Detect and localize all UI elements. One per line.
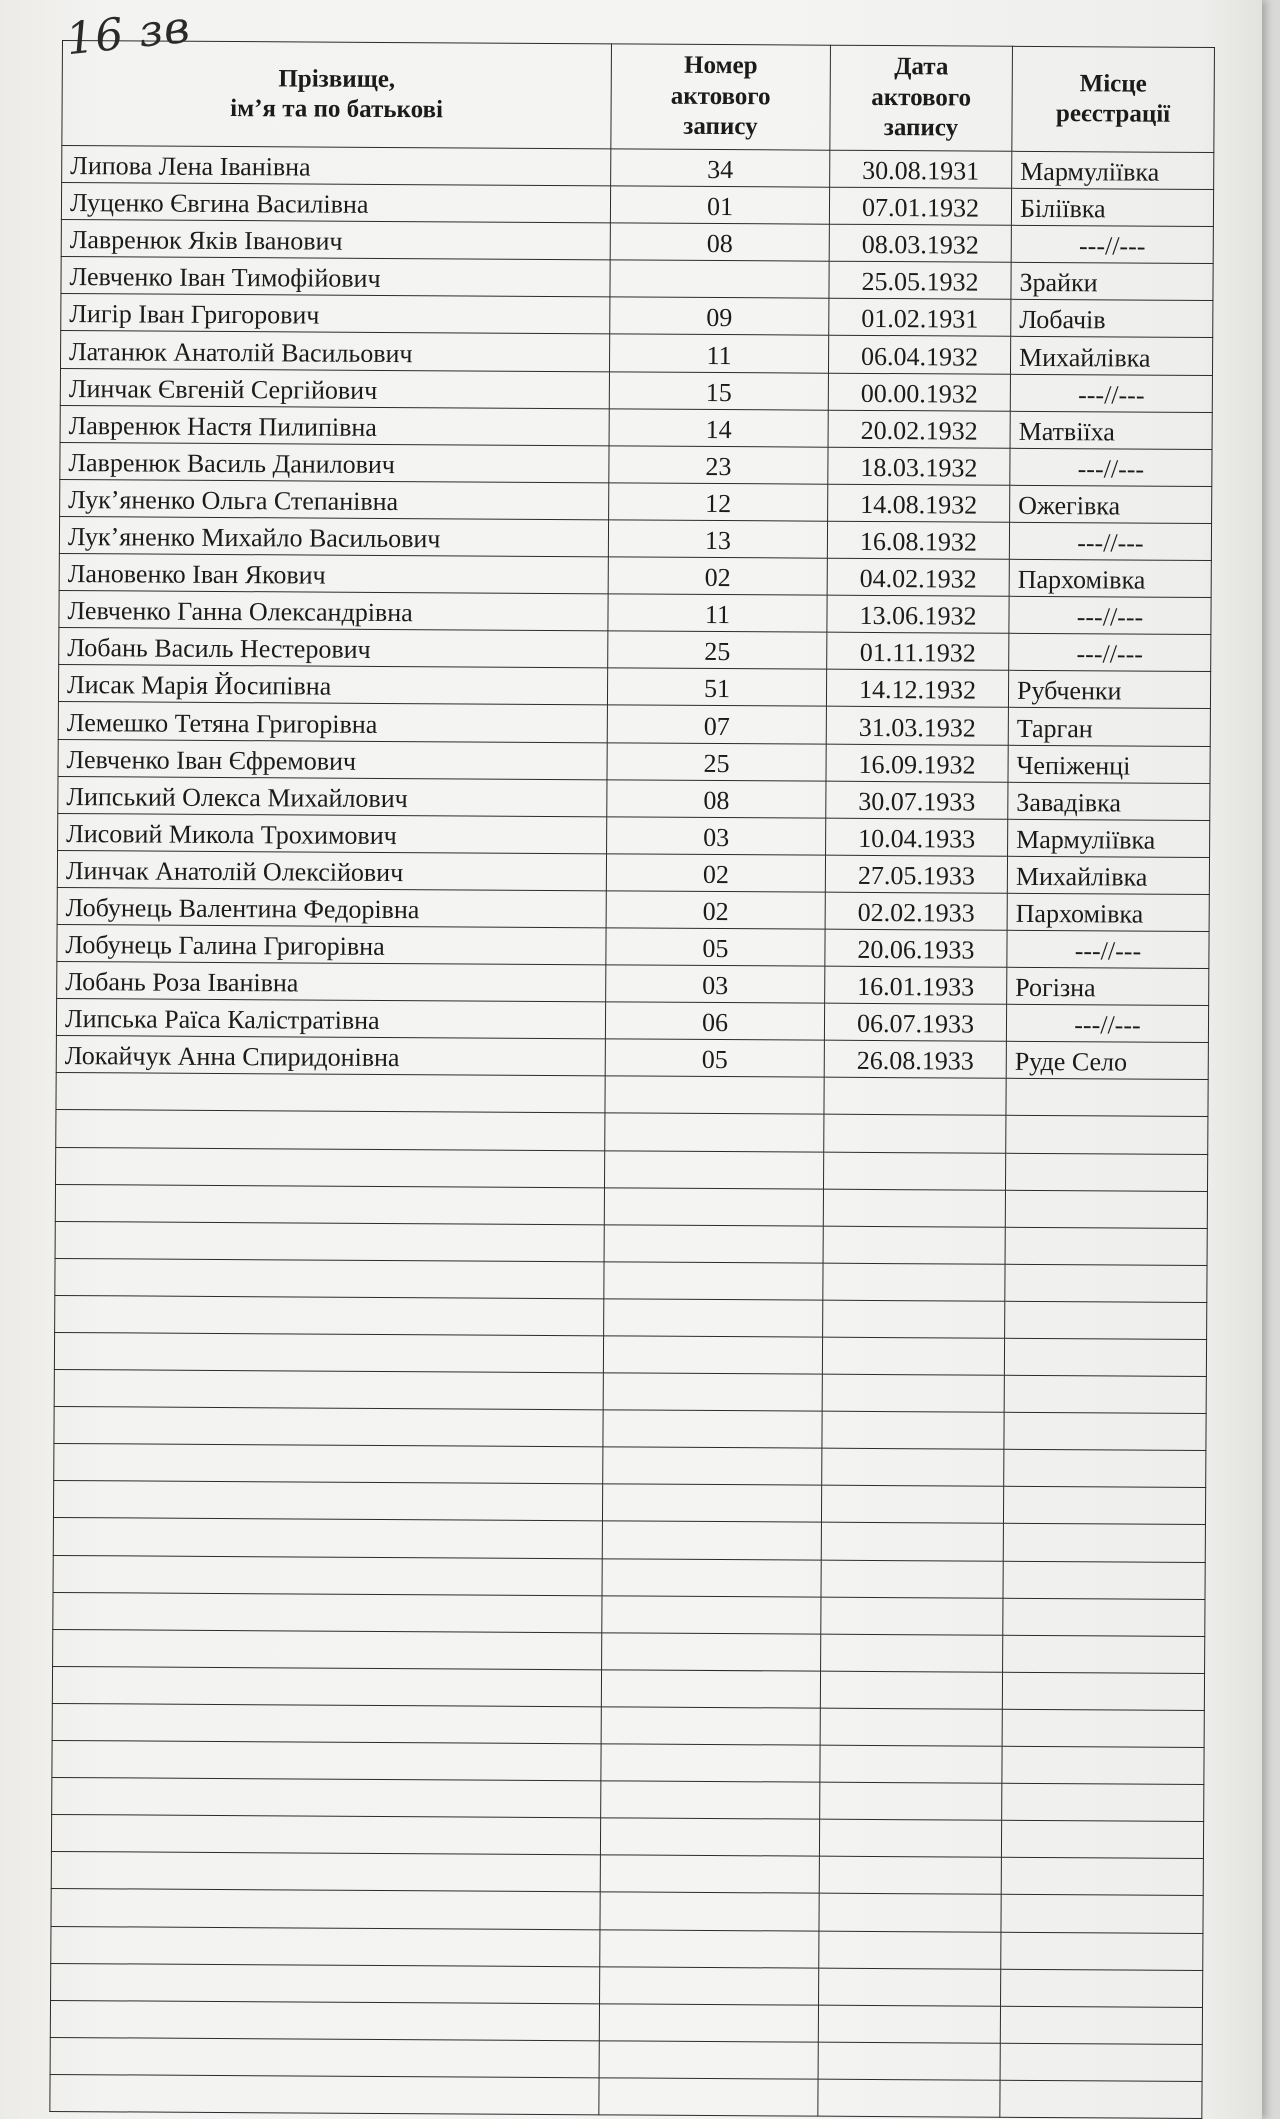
record-number-cell: 02 — [608, 557, 827, 595]
person-name-cell: Луценко Євгина Василівна — [61, 183, 610, 223]
registration-place-cell: ---//--- — [1006, 1004, 1208, 1042]
empty-cell — [604, 1299, 823, 1337]
record-date-cell: 16.01.1933 — [825, 966, 1007, 1004]
record-date-cell: 16.09.1932 — [826, 744, 1008, 782]
empty-cell — [599, 2004, 818, 2042]
record-number-cell: 03 — [607, 817, 826, 855]
empty-cell — [818, 2042, 1000, 2080]
empty-cell — [602, 1521, 821, 1559]
page-number: 16 зв — [63, 1, 193, 66]
record-number-cell: 03 — [606, 965, 825, 1003]
empty-cell — [604, 1187, 823, 1225]
record-number-cell: 14 — [609, 409, 828, 447]
empty-cell — [51, 1889, 600, 1929]
empty-cell — [819, 1856, 1001, 1894]
empty-cell — [603, 1336, 822, 1374]
registration-place-cell: Рогізна — [1007, 967, 1209, 1005]
person-name-cell: Липова Лена Іванівна — [62, 146, 611, 186]
empty-cell — [818, 2079, 1000, 2117]
empty-cell — [1001, 1932, 1203, 1970]
record-date-cell: 04.02.1932 — [827, 558, 1009, 596]
record-date-cell: 25.05.1932 — [829, 261, 1011, 299]
empty-cell — [1003, 1598, 1205, 1636]
empty-cell — [605, 1150, 824, 1188]
empty-cell — [601, 1744, 820, 1782]
empty-cell — [822, 1337, 1004, 1375]
empty-cell — [51, 1926, 600, 1966]
empty-cell — [604, 1225, 823, 1263]
person-name-cell: Левченко Ганна Олександрівна — [59, 591, 608, 631]
person-name-cell: Левченко Іван Тимофійович — [61, 257, 610, 297]
empty-cell — [602, 1595, 821, 1633]
registration-place-cell: Михайлівка — [1007, 856, 1209, 894]
empty-cell — [824, 1078, 1006, 1116]
empty-cell — [54, 1407, 603, 1447]
record-number-cell: 08 — [610, 223, 829, 261]
empty-cell — [820, 1671, 1002, 1709]
empty-cell — [819, 1894, 1001, 1932]
person-name-cell: Лобань Роза Іванівна — [57, 962, 606, 1002]
record-date-cell: 26.08.1933 — [824, 1040, 1006, 1078]
empty-cell — [605, 1113, 824, 1151]
empty-cell — [50, 2037, 599, 2077]
record-date-cell: 18.03.1932 — [828, 447, 1010, 485]
empty-cell — [1000, 2006, 1202, 2044]
empty-cell — [823, 1263, 1005, 1301]
empty-cell — [1002, 1746, 1204, 1784]
empty-cell — [1006, 1116, 1208, 1154]
record-date-cell: 06.04.1932 — [828, 336, 1010, 374]
empty-cell — [1004, 1450, 1206, 1488]
record-number-cell: 01 — [610, 186, 829, 224]
empty-cell — [1002, 1783, 1204, 1821]
empty-cell — [1002, 1672, 1204, 1710]
empty-cell — [1000, 2043, 1202, 2081]
header-name: Прізвище, ім’я та по батькові — [62, 41, 612, 149]
person-name-cell: Лисовий Микола Трохимович — [58, 813, 607, 853]
empty-cell — [1004, 1412, 1206, 1450]
record-date-cell: 31.03.1932 — [826, 707, 1008, 745]
record-date-cell: 10.04.1933 — [826, 818, 1008, 856]
person-name-cell: Латанюк Анатолій Васильович — [60, 331, 609, 371]
empty-cell — [54, 1332, 603, 1372]
empty-cell — [819, 1931, 1001, 1969]
registration-place-cell: Біліївка — [1011, 188, 1213, 226]
record-number-cell: 23 — [609, 446, 828, 484]
empty-cell — [600, 1966, 819, 2004]
registration-place-cell: Чепіженці — [1008, 745, 1210, 783]
empty-cell — [52, 1778, 601, 1818]
empty-cell — [54, 1370, 603, 1410]
record-number-cell — [610, 260, 829, 298]
empty-cell — [603, 1447, 822, 1485]
empty-cell — [823, 1152, 1005, 1190]
person-name-cell: Лобунець Галина Григорівна — [57, 924, 606, 964]
empty-cell — [1005, 1264, 1207, 1302]
empty-cell — [1002, 1709, 1204, 1747]
empty-table-row — [50, 2074, 1202, 2118]
empty-cell — [601, 1670, 820, 1708]
empty-cell — [821, 1560, 1003, 1598]
person-name-cell: Лобань Василь Нестерович — [59, 628, 608, 668]
header-registration-place: Місце реєстрації — [1012, 46, 1215, 152]
empty-cell — [822, 1374, 1004, 1412]
empty-cell — [819, 1819, 1001, 1857]
empty-cell — [52, 1666, 601, 1706]
empty-cell — [602, 1558, 821, 1596]
record-date-cell: 27.05.1933 — [825, 855, 1007, 893]
person-name-cell: Левченко Іван Єфремович — [58, 739, 607, 779]
empty-cell — [50, 2074, 599, 2114]
empty-cell — [823, 1300, 1005, 1338]
empty-cell — [1006, 1079, 1208, 1117]
empty-cell — [1004, 1338, 1206, 1376]
registration-place-cell: ---//--- — [1007, 930, 1209, 968]
empty-cell — [601, 1707, 820, 1745]
registration-place-cell: Пархомівка — [1009, 559, 1211, 597]
empty-cell — [602, 1633, 821, 1671]
empty-cell — [55, 1295, 604, 1335]
empty-cell — [55, 1184, 604, 1224]
record-number-cell: 02 — [606, 891, 825, 929]
empty-cell — [53, 1518, 602, 1558]
registration-place-cell: ---//--- — [1010, 374, 1212, 412]
empty-cell — [1001, 1895, 1203, 1933]
empty-cell — [53, 1592, 602, 1632]
empty-cell — [1004, 1375, 1206, 1413]
empty-cell — [1001, 1858, 1203, 1896]
registration-place-cell: ---//--- — [1009, 634, 1211, 672]
empty-cell — [51, 1963, 600, 2003]
registration-place-cell: Завадівка — [1008, 782, 1210, 820]
empty-cell — [819, 1968, 1001, 2006]
record-number-cell: 09 — [610, 297, 829, 335]
record-date-cell: 13.06.1932 — [827, 595, 1009, 633]
record-date-cell: 20.02.1932 — [828, 410, 1010, 448]
record-number-cell: 05 — [605, 1039, 824, 1077]
record-date-cell: 30.08.1931 — [830, 150, 1012, 188]
empty-cell — [1005, 1301, 1207, 1339]
empty-cell — [1001, 1969, 1203, 2007]
empty-cell — [821, 1597, 1003, 1635]
person-name-cell: Лисак Марія Йосипівна — [58, 665, 607, 705]
empty-cell — [821, 1486, 1003, 1524]
record-date-cell: 08.03.1932 — [829, 224, 1011, 262]
record-date-cell: 16.08.1932 — [827, 521, 1009, 559]
record-date-cell: 01.02.1931 — [829, 299, 1011, 337]
registration-place-cell: Зрайки — [1011, 263, 1213, 301]
empty-cell — [818, 2005, 1000, 2043]
registration-place-cell: Мармуліївка — [1012, 151, 1214, 189]
person-name-cell: Линчак Анатолій Олексійович — [57, 850, 606, 890]
registration-place-cell: Руде Село — [1006, 1042, 1208, 1080]
register-table — [49, 40, 1215, 2119]
record-date-cell: 02.02.1933 — [825, 892, 1007, 930]
registration-place-cell: Мармуліївка — [1008, 819, 1210, 857]
empty-cell — [51, 1815, 600, 1855]
record-number-cell: 07 — [607, 705, 826, 743]
person-name-cell: Липський Олекса Михайлович — [58, 776, 607, 816]
record-number-cell: 13 — [608, 520, 827, 558]
empty-cell — [1003, 1487, 1205, 1525]
empty-cell — [55, 1221, 604, 1261]
registration-place-cell: Ожегівка — [1010, 485, 1212, 523]
record-number-cell: 12 — [609, 483, 828, 521]
empty-cell — [822, 1448, 1004, 1486]
empty-cell — [600, 1818, 819, 1856]
empty-cell — [824, 1115, 1006, 1153]
empty-cell — [1001, 1820, 1203, 1858]
header-row — [62, 41, 1215, 153]
record-date-cell: 30.07.1933 — [826, 781, 1008, 819]
empty-cell — [51, 1852, 600, 1892]
person-name-cell: Лук’яненко Ольга Степанівна — [60, 479, 609, 519]
person-name-cell: Лемешко Тетяна Григорівна — [58, 702, 607, 742]
empty-cell — [50, 2000, 599, 2040]
empty-cell — [605, 1076, 824, 1114]
registration-place-cell: Рубченки — [1008, 671, 1210, 709]
record-number-cell: 51 — [607, 668, 826, 706]
empty-cell — [822, 1411, 1004, 1449]
empty-cell — [821, 1523, 1003, 1561]
empty-cell — [821, 1634, 1003, 1672]
header-record-number: Номер актового запису — [611, 44, 831, 150]
person-name-cell: Локайчук Анна Спиридонівна — [56, 1036, 605, 1076]
record-number-cell: 25 — [608, 631, 827, 669]
registration-place-cell: ---//--- — [1009, 596, 1211, 634]
record-date-cell: 06.07.1933 — [824, 1003, 1006, 1041]
person-name-cell: Лавренюк Настя Пилипівна — [60, 405, 609, 445]
empty-cell — [600, 1855, 819, 1893]
registration-place-cell: Тарган — [1008, 708, 1210, 746]
record-date-cell: 14.08.1932 — [828, 484, 1010, 522]
empty-cell — [600, 1929, 819, 1967]
empty-cell — [603, 1373, 822, 1411]
empty-cell — [56, 1147, 605, 1187]
record-number-cell: 05 — [606, 928, 825, 966]
record-date-cell: 00.00.1932 — [828, 373, 1010, 411]
empty-cell — [599, 2041, 818, 2079]
empty-cell — [1000, 2080, 1202, 2118]
person-name-cell: Липська Раїса Калістратівна — [56, 999, 605, 1039]
empty-cell — [599, 2078, 818, 2116]
registration-place-cell: ---//--- — [1009, 522, 1211, 560]
empty-cell — [602, 1484, 821, 1522]
record-date-cell: 01.11.1932 — [827, 632, 1009, 670]
empty-cell — [56, 1110, 605, 1150]
registration-place-cell: ---//--- — [1011, 225, 1213, 263]
record-number-cell: 08 — [607, 779, 826, 817]
registration-place-cell: Михайлівка — [1010, 337, 1212, 375]
person-name-cell: Линчак Євгеній Сергійович — [60, 368, 609, 408]
empty-cell — [54, 1444, 603, 1484]
registration-place-cell: ---//--- — [1010, 448, 1212, 486]
empty-cell — [1005, 1190, 1207, 1228]
person-name-cell: Лук’яненко Михайло Васильович — [59, 516, 608, 556]
record-date-cell: 20.06.1933 — [825, 929, 1007, 967]
empty-cell — [1005, 1153, 1207, 1191]
empty-cell — [601, 1781, 820, 1819]
empty-cell — [600, 1892, 819, 1930]
empty-cell — [823, 1189, 1005, 1227]
record-number-cell: 02 — [606, 854, 825, 892]
record-date-cell: 14.12.1932 — [826, 669, 1008, 707]
record-number-cell: 11 — [608, 594, 827, 632]
empty-cell — [820, 1708, 1002, 1746]
empty-cell — [604, 1262, 823, 1300]
record-number-cell: 34 — [611, 149, 830, 187]
empty-cell — [55, 1258, 604, 1298]
registration-place-cell: Матвіїха — [1010, 411, 1212, 449]
empty-cell — [603, 1410, 822, 1448]
empty-cell — [1003, 1524, 1205, 1562]
empty-cell — [820, 1745, 1002, 1783]
empty-cell — [1003, 1561, 1205, 1599]
empty-cell — [53, 1629, 602, 1669]
empty-cell — [56, 1073, 605, 1113]
empty-cell — [820, 1782, 1002, 1820]
registration-place-cell: Лобачів — [1011, 300, 1213, 338]
record-number-cell: 25 — [607, 742, 826, 780]
record-number-cell: 11 — [609, 334, 828, 372]
record-number-cell: 06 — [605, 1002, 824, 1040]
person-name-cell: Лавренюк Василь Данилович — [60, 442, 609, 482]
person-name-cell: Лавренюк Яків Іванович — [61, 220, 610, 260]
empty-cell — [53, 1555, 602, 1595]
empty-cell — [53, 1481, 602, 1521]
person-name-cell: Лановенко Іван Якович — [59, 554, 608, 594]
empty-cell — [52, 1703, 601, 1743]
empty-cell — [823, 1226, 1005, 1264]
header-record-date: Дата актового запису — [830, 45, 1013, 151]
empty-cell — [1005, 1227, 1207, 1265]
record-date-cell: 07.01.1932 — [829, 187, 1011, 225]
person-name-cell: Лигір Іван Григорович — [61, 294, 610, 334]
empty-cell — [52, 1741, 601, 1781]
person-name-cell: Лобунець Валентина Федорівна — [57, 887, 606, 927]
registration-place-cell: Пархомівка — [1007, 893, 1209, 931]
record-number-cell: 15 — [609, 371, 828, 409]
empty-cell — [1003, 1635, 1205, 1673]
